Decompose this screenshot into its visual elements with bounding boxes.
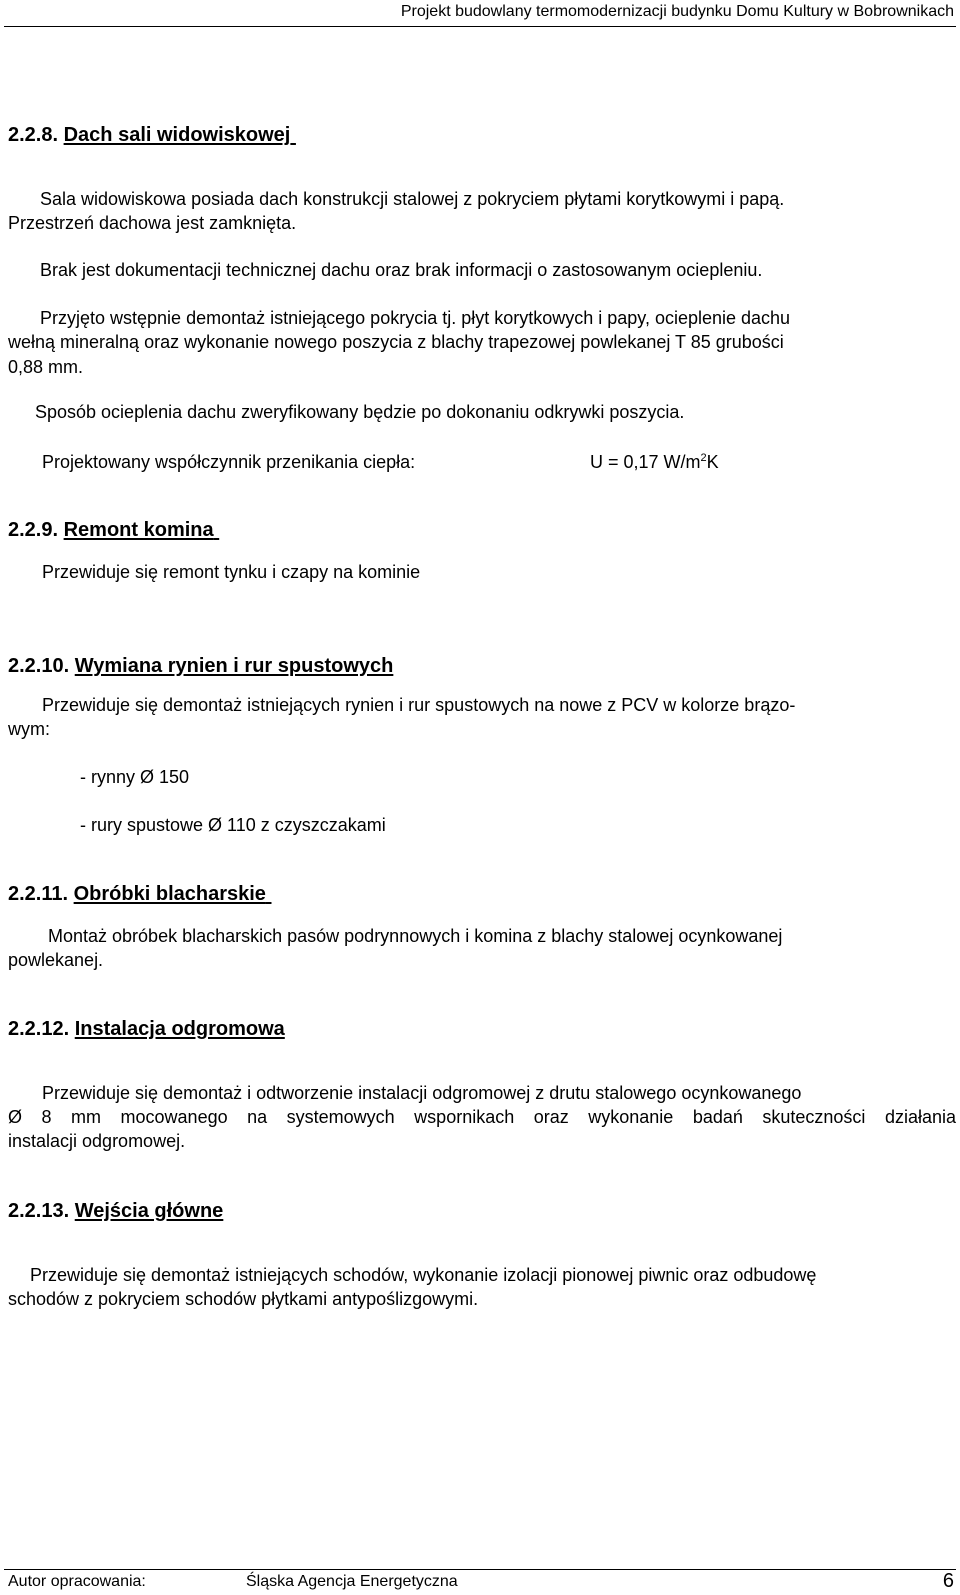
page-number: 6 bbox=[942, 1570, 954, 1592]
section-title: Dach sali widowiskowej bbox=[63, 124, 291, 146]
footer-author-value: Śląska Agencja Energetyczna bbox=[246, 1573, 458, 1590]
section-title: Instalacja odgromowa bbox=[74, 1018, 285, 1040]
header-divider bbox=[4, 26, 956, 27]
section-number: 2.2.8. bbox=[8, 124, 59, 146]
section-heading-2-2-12 bbox=[8, 1018, 285, 1041]
paragraph-line: schodów z pokryciem schodów płytkami antypoślizgowymi. bbox=[8, 1289, 479, 1309]
footer-divider bbox=[4, 1569, 956, 1570]
paragraph-line: Przewiduje się remont tynku i czapy na kominie bbox=[42, 562, 421, 582]
section-heading-2-2-10 bbox=[8, 655, 393, 678]
section-title: Remont komina bbox=[63, 519, 214, 541]
section-number: 2.2.12. bbox=[8, 1018, 70, 1040]
section-title: Wejścia główne bbox=[74, 1200, 224, 1222]
section-number: 2.2.9. bbox=[8, 519, 59, 541]
paragraph-line: Przestrzeń dachowa jest zamknięta. bbox=[8, 213, 297, 233]
section-heading-2-2-13 bbox=[8, 1200, 223, 1223]
section-title: Obróbki blacharskie bbox=[73, 883, 266, 905]
section-number: 2.2.13. bbox=[8, 1200, 70, 1222]
paragraph-line: powlekanej. bbox=[8, 950, 104, 970]
section-title: Wymiana rynien i rur spustowych bbox=[74, 655, 394, 677]
coefficient-value: U = 0,17 $W/m^2K$ bbox=[590, 452, 719, 472]
paragraph-line: Montaż obróbek blacharskich pasów podrynnowych i komina z blachy stalowej ocynkowanej bbox=[48, 926, 783, 946]
page-header-title: Projekt budowlany termomodernizacji budynku Domu Kultury w Bobrownikach bbox=[400, 3, 954, 20]
paragraph-line: instalacji odgromowej. bbox=[8, 1131, 186, 1151]
paragraph-line: Ø 8 mm mocowanego na systemowych wspornikach oraz wykonanie badań skuteczności działania bbox=[8, 1107, 956, 1127]
footer-author-label: Autor opracowania: bbox=[8, 1573, 146, 1590]
paragraph-line: Przewiduje się demontaż istniejących schodów, wykonanie izolacji pionowej piwnic oraz odbudowę bbox=[30, 1265, 817, 1285]
paragraph-line: Przewiduje się demontaż i odtworzenie instalacji odgromowej z drutu stalowego ocynkowanego bbox=[42, 1083, 802, 1103]
paragraph-line: 0,88 mm. bbox=[8, 357, 84, 377]
section-number: 2.2.11. bbox=[8, 883, 69, 905]
coefficient-label: Projektowany współczynnik przenikania ciepła: bbox=[42, 452, 416, 472]
paragraph-line: wym: bbox=[8, 719, 50, 739]
paragraph-line: Przewiduje się demontaż istniejących rynien i rur spustowych na nowe z PCV w kolorze brązo- bbox=[42, 695, 796, 715]
paragraph-line: wełną mineralną oraz wykonanie nowego poszycia z blachy trapezowej powlekanej T 85 grubości bbox=[8, 332, 784, 352]
paragraph-line: Przyjęto wstępnie demontaż istniejącego pokrycia tj. płyt korytkowych i papy, ocieplenie dachu bbox=[40, 308, 791, 328]
paragraph-line: Sala widowiskowa posiada dach konstrukcji stalowej z pokryciem płytami korytkowymi i papą. bbox=[40, 189, 785, 209]
section-heading-2-2-9 bbox=[8, 519, 219, 542]
paragraph-line: Brak jest dokumentacji technicznej dachu oraz brak informacji o zastosowanym ociepleniu. bbox=[40, 260, 763, 280]
section-number: 2.2.10. bbox=[8, 655, 70, 677]
list-item: - rury spustowe Ø 110 z czyszczakami bbox=[80, 815, 386, 835]
section-heading-2-2-8 bbox=[8, 124, 296, 147]
list-item: - rynny Ø 150 bbox=[80, 767, 190, 787]
paragraph-line: Sposób ocieplenia dachu zweryfikowany będzie po dokonaniu odkrywki poszycia. bbox=[35, 402, 685, 422]
section-heading-2-2-11 bbox=[8, 883, 271, 906]
